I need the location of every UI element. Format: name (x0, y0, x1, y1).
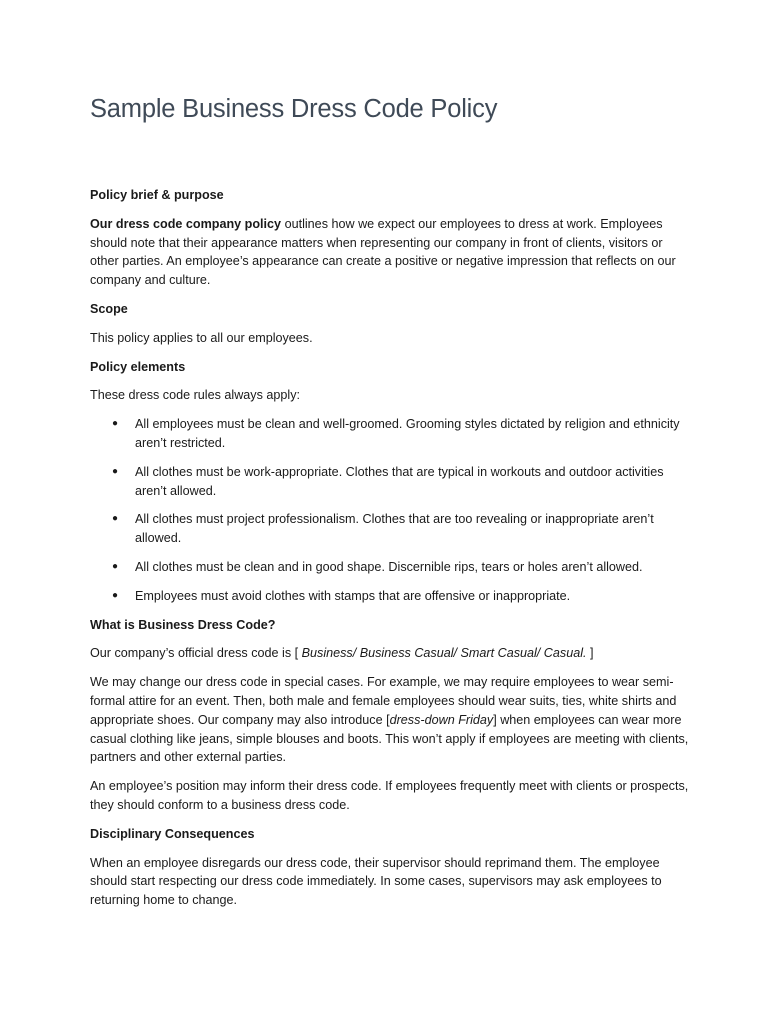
heading-disciplinary: Disciplinary Consequences (90, 826, 255, 841)
heading-business-dress-code: What is Business Dress Code? (90, 617, 276, 632)
special-part-1: We may change our dress code in special cases. For example, we may require employees to wear semi-formal attire for an event. Then, both male and female employees should wear suits, ties, white shirts and appropriate shoes. Our company may also introduce [ (90, 675, 677, 727)
rule-text: All employees must be clean and well-groomed. Grooming styles dictated by religion and ethnicity aren’t restricted. (135, 417, 680, 450)
rule-text: All clothes must be work-appropriate. Clothes that are typical in workouts and outdoor activities aren’t allowed. (135, 464, 664, 498)
bullet-icon: ● (112, 418, 119, 430)
policy-brief-text: outlines how we expect our employees to dress at work. Employees should note that their appearance matters when representing our company in front of clients, visitors or other parties. An employee’s appearance can create a positive or negative impression that reflects on our company and culture. (90, 216, 676, 288)
heading-policy-elements: Policy elements (90, 359, 186, 374)
rules-list (90, 415, 690, 605)
official-options: Business/ Business Casual/ Smart Casual/ Casual. (301, 646, 587, 661)
paragraph-rules-intro: These dress code rules always apply: (90, 388, 300, 403)
document-title: Sample Business Dress Code Policy (90, 95, 498, 123)
bullet-icon: ● (112, 589, 119, 601)
paragraph-policy-brief (90, 215, 690, 290)
list-item (90, 463, 690, 501)
list-item (90, 510, 690, 548)
heading-scope: Scope (90, 301, 128, 316)
rule-text: All clothes must be clean and in good shape. Discernible rips, tears or holes aren’t allowed. (135, 559, 643, 574)
document-body (90, 92, 690, 920)
paragraph-scope: This policy applies to all our employees. (90, 330, 313, 345)
paragraph-special-cases (90, 673, 690, 767)
list-item (90, 587, 690, 606)
bullet-icon: ● (112, 465, 119, 477)
paragraph-disciplinary: When an employee disregards our dress code, their supervisor should reprimand them. The employee should start respecting our dress code immediately. In some cases, supervisors may ask employees to returning home to change. (90, 855, 662, 908)
rule-text: All clothes must project professionalism. Clothes that are too revealing or inappropriate aren’t allowed. (135, 512, 654, 546)
special-italic: dress-down Friday (389, 712, 494, 727)
official-prefix: Our company’s official dress code is [ (90, 646, 302, 661)
official-suffix: ] (586, 646, 594, 661)
heading-policy-brief: Policy brief & purpose (90, 188, 224, 202)
policy-brief-lead: Our dress code company policy (90, 216, 282, 231)
rule-text: Employees must avoid clothes with stamps that are offensive or inappropriate. (135, 588, 571, 603)
bullet-icon: ● (112, 513, 119, 525)
list-item (90, 558, 690, 577)
paragraph-position: An employee’s position may inform their dress code. If employees frequently meet with clients or prospects, they should conform to a business dress code. (90, 779, 689, 812)
special-part-2: ] when employees can wear more casual clothing like jeans, simple blouses and boots. This won’t apply if employees are meeting with clients, partners and other external parties. (90, 712, 689, 765)
bullet-icon: ● (112, 560, 119, 572)
list-item (90, 415, 690, 453)
paragraph-official-dress-code (90, 644, 690, 663)
